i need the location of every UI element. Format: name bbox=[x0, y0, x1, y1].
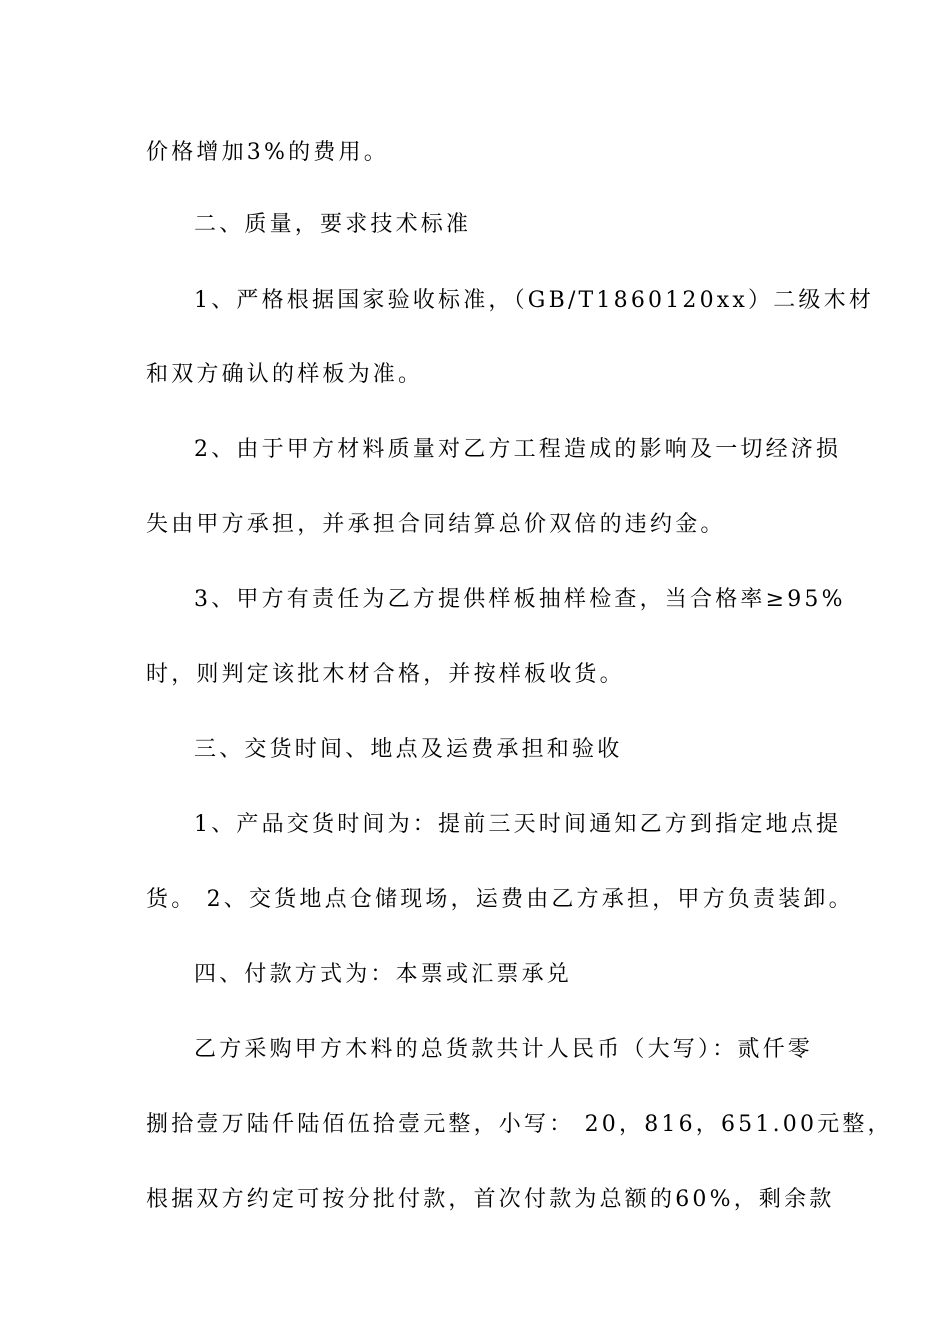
text-line: 2、由于甲方材料质量对乙方工程造成的影响及一切经济损 bbox=[194, 437, 842, 462]
text-line: 和双方确认的样板为准。 bbox=[146, 362, 424, 387]
text-line: 3、甲方有责任为乙方提供样板抽样检查，当合格率≥95% bbox=[194, 587, 846, 612]
section-heading: 四、付款方式为：本票或汇票承兑 bbox=[194, 962, 573, 987]
text-line: 乙方采购甲方木料的总货款共计人民币（大写）：贰仟零 bbox=[194, 1037, 814, 1062]
section-heading: 三、交货时间、地点及运费承担和验收 bbox=[194, 737, 623, 762]
text-line: 捌拾壹万陆仟陆佰伍拾壹元整，小写： 20，816，651.00元整， bbox=[146, 1112, 893, 1137]
text-line: 失由甲方承担，并承担合同结算总价双倍的违约金。 bbox=[146, 512, 726, 537]
text-line: 1、产品交货时间为：提前三天时间通知乙方到指定地点提 bbox=[194, 812, 842, 837]
text-line: 1、严格根据国家验收标准，（GB/T1860120xx）二级木材 bbox=[194, 288, 875, 313]
text-line: 时，则判定该批木材合格，并按样板收货。 bbox=[146, 662, 625, 687]
text-line: 货。 2、交货地点仓储现场，运费由乙方承担，甲方负责装卸。 bbox=[146, 887, 854, 912]
text-line: 价格增加3%的费用。 bbox=[146, 140, 389, 165]
section-heading: 二、质量，要求技术标准 bbox=[194, 212, 472, 237]
text-line: 根据双方约定可按分批付款，首次付款为总额的60%，剩余款 bbox=[146, 1187, 835, 1212]
